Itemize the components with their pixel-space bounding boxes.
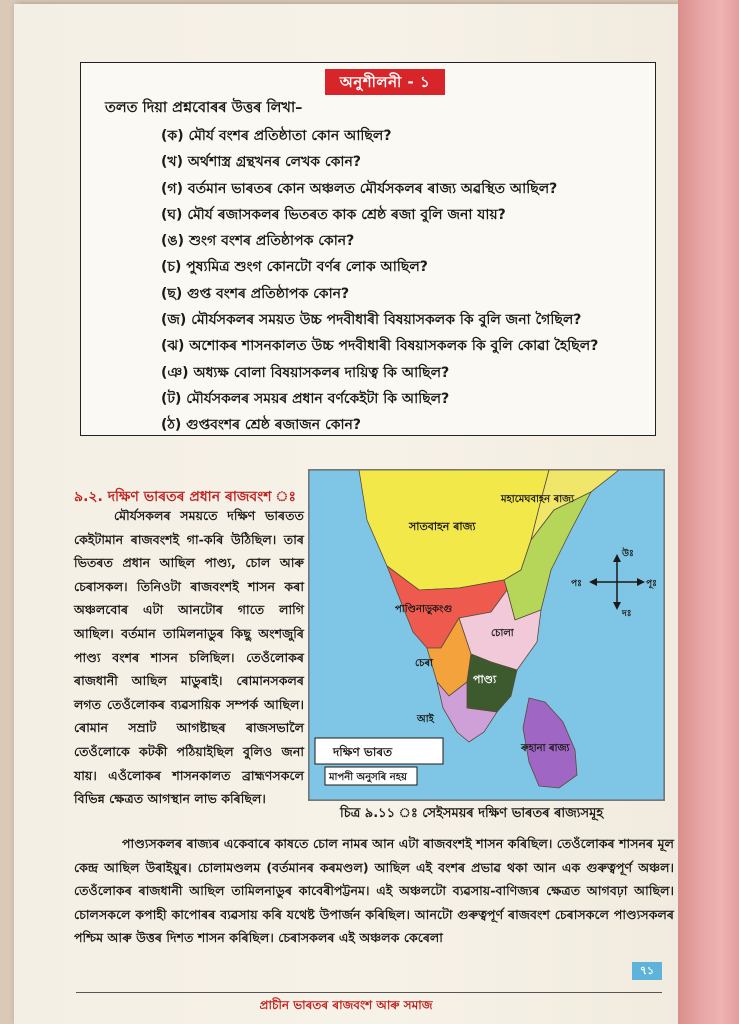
body-text-full	[74, 832, 674, 950]
label-ay: আই	[417, 714, 434, 725]
footer-title: প্ৰাচীন ভাৰতৰ ৰাজবংশ আৰু সমাজ	[259, 998, 433, 1012]
question-item: (ঞ) অধ্যক্ষ বোলা বিষয়াসকলৰ দায়িত্ব কি আছিল?	[161, 364, 450, 381]
exercise-title: অনুশীলনী - ১	[325, 69, 445, 95]
question-item: (চ) পুষ্যমিত্ৰ শুংগ কোনটো বৰ্ণৰ লোক আছিল?	[161, 259, 428, 276]
label-mahameghavahana: মহামেঘবাহন ৰাজ্য	[501, 494, 574, 505]
exercise-instruction: তলত দিয়া প্ৰশ্নবোৰৰ উত্তৰ লিখা–	[105, 100, 303, 116]
question-item: (ঙ) শুংগ বংশৰ প্ৰতিষ্ঠাপক কোন?	[161, 233, 355, 250]
label-chera: চেৰা	[415, 658, 433, 669]
footer-divider	[76, 992, 662, 993]
question-list	[161, 123, 641, 439]
question-item: (ট) মৌৰ্যসকলৰ সময়ৰ প্ৰধান বৰ্ণকেইটা কি আছিল?	[161, 390, 450, 407]
exercise-box	[80, 62, 656, 436]
label-pandinadu: পাণ্ডিনাড়ুকংগু	[395, 604, 453, 615]
page-number: ৭১	[632, 962, 662, 980]
label-lanka: ৰুহানা ৰাজ্য	[521, 743, 570, 754]
question-item: (ক) মৌৰ্য বংশৰ প্ৰতিষ্ঠাতা কোন আছিল?	[161, 128, 392, 144]
south-india-map	[308, 469, 665, 801]
label-chola: চোলা	[491, 628, 514, 639]
compass-west: পঃ	[571, 579, 582, 589]
label-pandya: পাণ্ড্য	[473, 673, 497, 686]
map-caption: চিত্ৰ ৯.১১ ঃ সেইসময়ৰ দক্ষিণ ভাৰতৰ ৰাজ্যসমূহ	[340, 806, 604, 821]
question-item: (খ) অৰ্থশাস্ত্ৰ গ্ৰন্থখনৰ লেখক কোন?	[161, 154, 361, 171]
question-item: (ঘ) মৌৰ্য ৰজাসকলৰ ভিতৰত কাক শ্ৰেষ্ঠ ৰজা বুলি জনা যায়?	[161, 206, 506, 223]
compass-east: পূঃ	[646, 579, 657, 589]
question-item: (গ) বৰ্তমান ভাৰতৰ কোন অঞ্চলত মৌৰ্যসকলৰ ৰাজ্য অৱস্থিত আছিল?	[161, 180, 558, 197]
section-heading: ৯.২. দক্ষিণ ভাৰতৰ প্ৰধান ৰাজবংশ ঃ	[74, 489, 296, 505]
body-paragraph: পাণ্ড্যসকলৰ ৰাজ্যৰ একেবাৰে কাষতে চোল নামৰ আন এটা ৰাজবংশই শাসন কৰিছিল। তেওঁলোকৰ শাসনৰ মূল কেন্দ্ৰ আছিল উৰাইয়ুৰ। চোলামণ্ডলম (বৰ্তমানৰ কৰমণ্ডল) আছিল এই বংশৰ প্ৰভাৱ থকা আন এক গুৰুত্বপূৰ্ণ অঞ্চল। তেওঁলোকৰ ৰাজধানী আছিল তামিলনাডুৰ কাবেৰীপট্টনম। এই অঞ্চলটো ব্যৱসায়-বাণিজ্যৰ ক্ষেত্ৰত আগবঢ়া আছিল। চোলসকলে কপাহী কাপোৰৰ ব্যৱসায় কৰি যথেষ্ট উপাৰ্জন কৰিছিল। আনটো গুৰুত্বপূৰ্ণ ৰাজবংশ চেৰাসকলে পাণ্ড্যসকলৰ পশ্চিম আৰু উত্তৰ দিশত শাসন কৰিছিল। চেৰাসকলৰ এই অঞ্চলক কেৰেলা	[74, 836, 674, 945]
body-paragraph: মৌৰ্যসকলৰ সময়তে দক্ষিণ ভাৰতত কেইটামান ৰাজবংশই গা-কৰি উঠিছিল। তাৰ ভিতৰত প্ৰধান আছিল পাণ্ড্য, চোল আৰু চেৰাসকল। তিনিওটা ৰাজবংশই শাসন কৰা অঞ্চলবোৰ এটা আনটোৰ গাতে লাগি আছিল। বৰ্তমান তামিলনাডুৰ কিছু অংশজুৰি পাণ্ড্য বংশৰ শাসন চলিছিল। তেওঁলোকৰ ৰাজধানী আছিল মাডুৰাই। ৰোমানসকলৰ লগত তেওঁলোকৰ ব্যৱসায়িক সম্পৰ্ক আছিল। ৰোমান সম্ৰাট আগষ্টাছৰ ৰাজসভালৈ তেওঁলোকে কটকী পঠিয়াইছিল বুলিও জনা যায়। এওঁলোকৰ শাসনকালত ব্ৰাহ্মণসকলে বিভিন্ন ক্ষেত্ৰত আগস্থান লাভ কৰিছিল।	[74, 508, 304, 807]
label-satavahana: সাতবাহন ৰাজ্য	[409, 520, 476, 533]
question-item: (জ) মৌৰ্যসকলৰ সময়ত উচ্চ পদবীধাৰী বিষয়াসকলক কি বুলি জনা গৈছিল?	[161, 312, 582, 329]
page-edge-decoration	[678, 0, 739, 1024]
question-item: (ঝ) অশোকৰ শাসনকালত উচ্চ পদবীধাৰী বিষয়াসকলক কি বুলি কোৱা হৈছিল?	[161, 338, 599, 355]
compass-south: দঃ	[622, 609, 632, 619]
body-text-column	[74, 504, 304, 811]
map-scale-note: মাপনী অনুসৰি নহয়	[329, 772, 407, 783]
textbook-page	[14, 4, 678, 1024]
question-item: (ঠ) গুপ্তবংশৰ শ্ৰেষ্ঠ ৰজাজন কোন?	[161, 417, 362, 434]
compass-north: উঃ	[622, 549, 634, 559]
map-legend-title: দক্ষিণ ভাৰত	[333, 745, 393, 759]
question-item: (ছ) গুপ্ত বংশৰ প্ৰতিষ্ঠাপক কোন?	[161, 285, 350, 302]
